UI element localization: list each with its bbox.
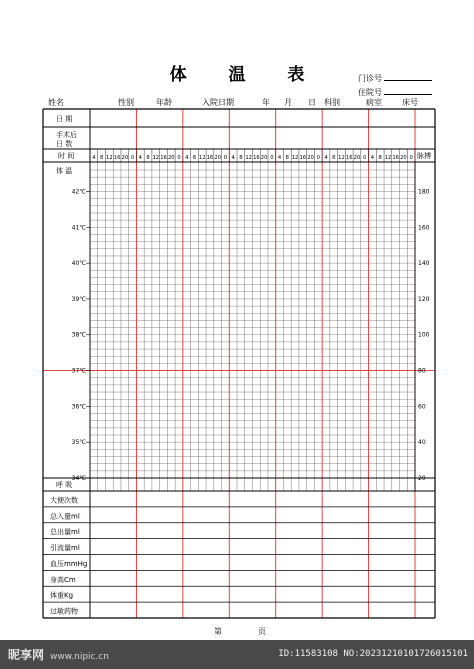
temp-tick: 39℃ [71, 295, 86, 303]
temp-tick: 34℃ [71, 475, 86, 482]
time-label: 20 [214, 155, 221, 161]
bottom-row-label: 大便次数 [50, 496, 78, 505]
time-label: 0 [223, 155, 228, 161]
pulse-tick: 20 [418, 475, 426, 482]
temp-tick: 35℃ [71, 439, 86, 447]
pulse-tick: 60 [418, 403, 426, 411]
year-label: 年 [262, 98, 270, 107]
pulse-label: 脉搏 [417, 152, 431, 160]
pulse-tick: 40 [418, 439, 426, 447]
page-title: 体 温 表 [169, 65, 323, 85]
time-label: 16 [345, 155, 353, 161]
time-label: 16 [113, 155, 121, 161]
time-label: 16 [206, 155, 214, 161]
pulse-tick: 160 [418, 224, 430, 232]
gender-label: 性别 [118, 98, 134, 107]
time-label: 8 [99, 155, 104, 161]
time-label: 12 [152, 155, 160, 161]
time-label: 16 [253, 155, 260, 161]
postop-days-label: 日 数 [56, 140, 73, 148]
pulse-tick: 100 [418, 331, 430, 339]
time-label: 8 [332, 155, 336, 161]
pulse-tick: 120 [418, 295, 430, 303]
admission-date-label: 入院日期 [202, 98, 234, 107]
time-label: 20 [260, 155, 268, 161]
time-label: 20 [121, 155, 129, 161]
time-label: 12 [245, 155, 252, 161]
name-label: 姓名 [48, 98, 64, 107]
time-label: 0 [270, 155, 274, 161]
footer-page: 页 [258, 627, 266, 636]
day-label: 日 [308, 98, 316, 107]
time-label: 20 [400, 155, 407, 161]
time-label: 0 [130, 155, 135, 161]
bottom-row-label: 体重Kg [50, 591, 74, 600]
temp-tick: 37℃ [71, 367, 86, 375]
postop-row-label: 手术后 [56, 131, 77, 139]
time-label: 8 [378, 155, 382, 161]
time-label: 16 [299, 155, 307, 161]
time-label: 16 [160, 155, 167, 161]
time-label: 4 [324, 155, 328, 161]
ward-label: 病室 [366, 98, 382, 107]
time-label: 12 [338, 155, 345, 161]
time-label: 4 [138, 155, 142, 161]
respiration-label: 呼 吸 [56, 481, 73, 489]
time-label: 0 [409, 155, 413, 161]
time-label: 20 [353, 155, 361, 161]
time-row-label: 时 间 [58, 152, 75, 160]
temp-tick: 42℃ [71, 188, 86, 196]
bottom-row-label: 总入量ml [50, 512, 80, 521]
watermark-logo: 昵享网 www.nipic.cn [8, 648, 110, 662]
bottom-row-label: 过敏药物 [50, 607, 78, 616]
time-label: 4 [277, 155, 282, 161]
time-label: 0 [363, 155, 367, 161]
time-label: 8 [146, 155, 150, 161]
time-label: 8 [192, 155, 197, 161]
temp-tick: 41℃ [71, 224, 86, 232]
pulse-tick: 140 [418, 260, 430, 268]
time-label: 8 [285, 155, 289, 161]
time-label: 12 [384, 155, 392, 161]
pulse-tick: 180 [418, 188, 430, 196]
bottom-row-label: 身高Cm [50, 575, 76, 584]
month-label: 月 [284, 98, 292, 107]
bed-label: 床号 [402, 98, 418, 107]
time-label: 12 [106, 155, 113, 161]
bottom-row-label: 引流量ml [50, 544, 80, 553]
time-label: 12 [291, 155, 299, 161]
outpatient-label: 门诊号 [358, 74, 382, 83]
time-label: 0 [177, 155, 181, 161]
time-label: 8 [239, 155, 243, 161]
bottom-row-label: 总出量ml [50, 528, 80, 537]
temp-tick: 40℃ [71, 260, 86, 268]
watermark-bar [0, 640, 474, 669]
temperature-label: 体 温 [56, 167, 73, 175]
age-label: 年龄 [156, 98, 172, 107]
time-label: 16 [392, 155, 399, 161]
time-label: 4 [185, 155, 189, 161]
time-label: 20 [307, 155, 314, 161]
time-label: 12 [198, 155, 206, 161]
department-label: 科别 [324, 98, 340, 107]
date-row-label: 日 期 [56, 115, 73, 123]
time-label: 4 [92, 155, 96, 161]
temp-tick: 36℃ [71, 403, 86, 411]
time-label: 0 [316, 155, 320, 161]
watermark-id: ID:11583108 NO:20231210101726015101 [278, 649, 468, 659]
bottom-row-label: 血压mmHg [50, 559, 88, 568]
time-label: 20 [167, 155, 175, 161]
temp-tick: 38℃ [71, 331, 86, 339]
pulse-tick: 80 [418, 367, 426, 375]
inpatient-label: 住院号 [358, 88, 382, 97]
footer-di: 第 [214, 627, 222, 636]
time-label: 4 [231, 155, 235, 161]
time-label: 4 [370, 155, 375, 161]
